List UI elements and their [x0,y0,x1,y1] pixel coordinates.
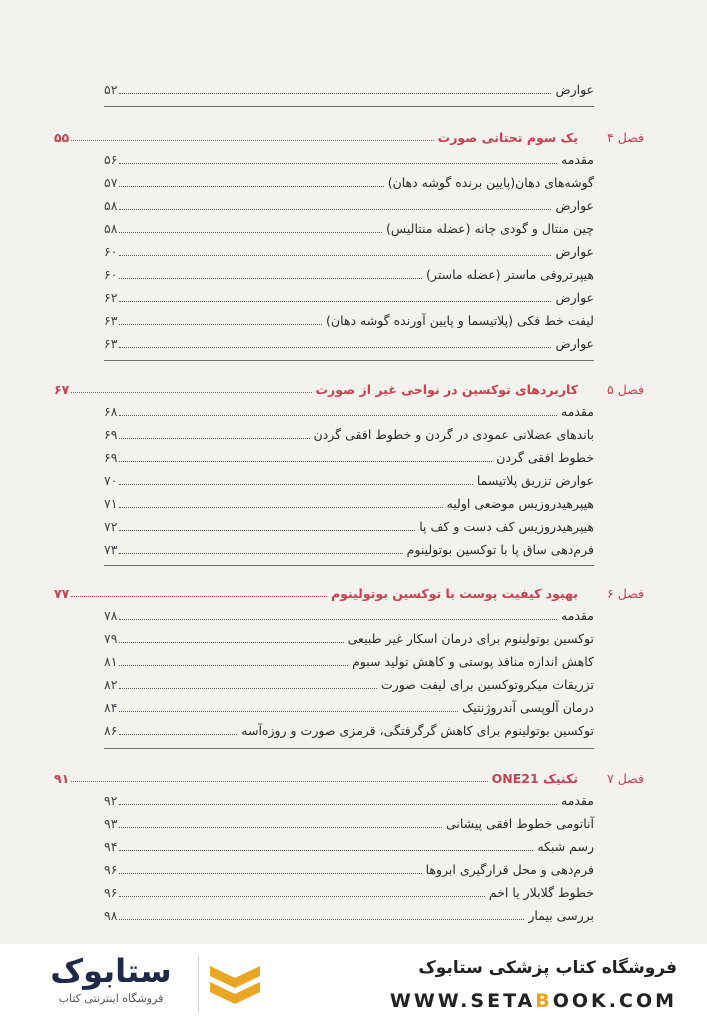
toc-row: بررسی بیمار ۹۸ [104,908,594,923]
footer-banner [0,944,707,1024]
store-name: فروشگاه کتاب پزشکی ستابوک [418,958,677,978]
toc-row: عوارض تزریق پلاتیسما ۷۰ [104,473,594,488]
toc-row: عوارض ۶۰ [104,244,594,259]
toc-row: عوارض ۵۸ [104,198,594,213]
chapter-5-heading: فصل ۵ کاربردهای توکسین در نواحی غیر از صورت ۶۷ [54,382,644,397]
toc-row: فرم‌دهی ساق پا با توکسین بوتولینوم ۷۳ [104,542,594,557]
toc-row: آناتومی خطوط افقی پیشانی ۹۳ [104,816,594,831]
logo-divider [198,956,199,1012]
toc-row: مقدمه ۶۸ [104,404,594,419]
chapter-4-heading: فصل ۴ یک سوم تحتانی صورت ۵۵ [54,130,644,145]
toc-row: چین منتال و گودی چانه (عضله منتالیس) ۵۸ [104,221,594,236]
toc-row: رسم شبکه ۹۴ [104,839,594,854]
toc-row: توکسین بوتولینوم برای کاهش گرگرفتگی، قرمزی صورت و روزه‌آسه ۸۶ [104,723,594,738]
toc-row: فرم‌دهی و محل قرارگیری ابروها ۹۶ [104,862,594,877]
toc-row: عوارض ۶۲ [104,290,594,305]
separator [104,106,594,107]
book-logo-icon [206,958,264,1012]
toc-row: لیفت خط فکی (پلاتیسما و پایین آورنده گوشه دهان) ۶۳ [104,313,594,328]
logo-tagline: فروشگاه اینترنتی کتاب [58,992,164,1005]
chapter-7-heading: فصل ۷ تکنیک ONE21 ۹۱ [54,771,644,786]
toc-row: خطوط گلابلار یا اخم ۹۶ [104,885,594,900]
toc-row: تزریقات میکروتوکسین برای لیفت صورت ۸۲ [104,677,594,692]
store-url[interactable]: WWW.SETABOOK.COM [389,990,677,1012]
toc-row: گوشه‌های دهان(پایین برنده گوشه دهان) ۵۷ [104,175,594,190]
toc-row: درمان آلوپسی آندروژنتیک ۸۴ [104,700,594,715]
separator [104,748,594,749]
toc-row: مقدمه ۹۲ [104,793,594,808]
toc-row: مقدمه ۷۸ [104,608,594,623]
toc-row: هیپرهیدروزیس موضعی اولیه ۷۱ [104,496,594,511]
toc-row: کاهش اندازه منافذ پوستی و کاهش تولید سبوم ۸۱ [104,654,594,669]
separator [104,565,594,566]
toc-row: خطوط افقی گردن ۶۹ [104,450,594,465]
toc-row: عوارض ۵۲ [104,82,594,97]
toc-row: باندهای عضلانی عمودی در گردن و خطوط افقی گردن ۶۹ [104,427,594,442]
toc-row: هیپرتروفی ماستر (عضله ماستر) ۶۰ [104,267,594,282]
logo-wordmark: ستابوک [50,952,172,990]
toc-row: عوارض ۶۳ [104,336,594,351]
chapter-6-heading: فصل ۶ بهبود کیفیت پوست با توکسین بوتولینوم ۷۷ [54,586,644,601]
toc-row: مقدمه ۵۶ [104,152,594,167]
separator [104,360,594,361]
toc-row: توکسین بوتولینوم برای درمان اسکار غیر طبیعی ۷۹ [104,631,594,646]
toc-row: هیپرهیدروزیس کف دست و کف پا ۷۲ [104,519,594,534]
